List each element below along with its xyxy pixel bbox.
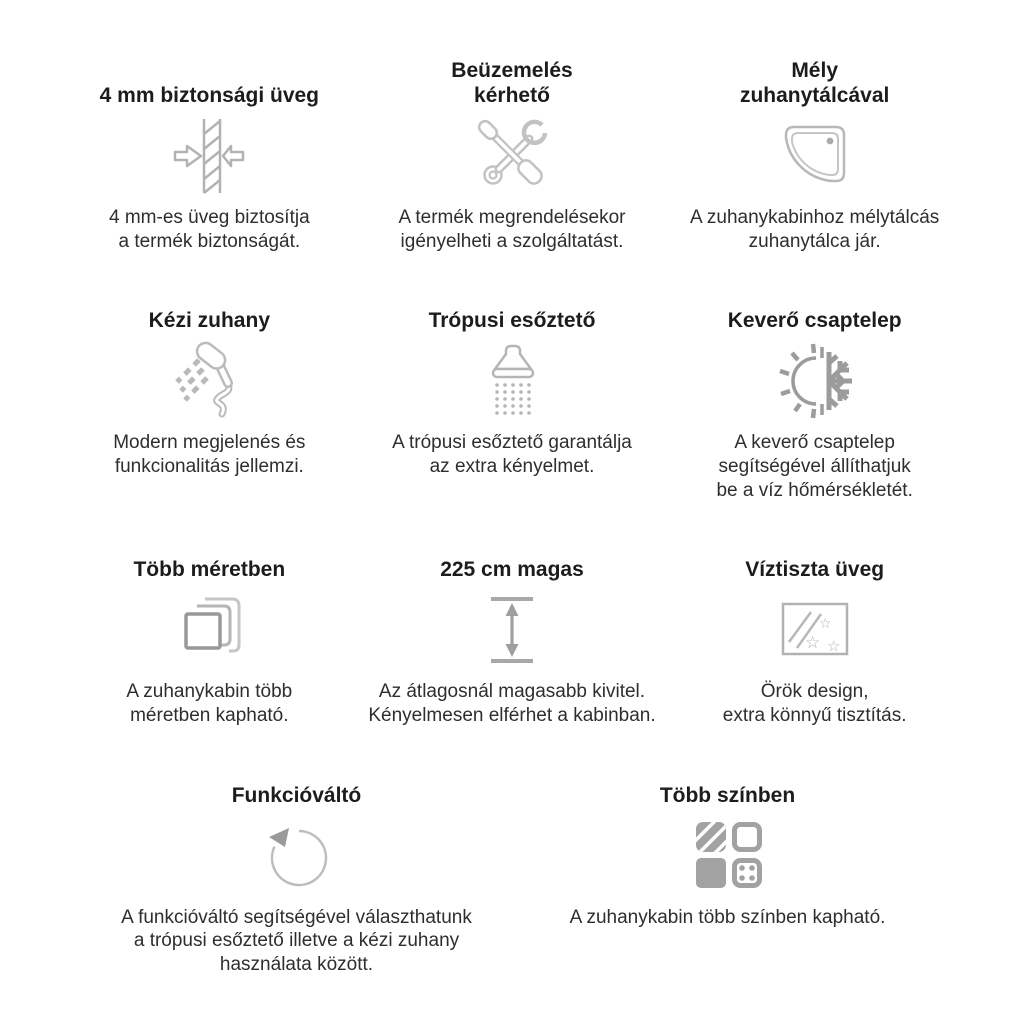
feature-card-hand-shower — [60, 309, 359, 502]
description-line: használata között. — [219, 954, 374, 975]
feature-description — [723, 680, 907, 727]
svg-text:☆: ☆ — [804, 633, 820, 654]
description-line: igényelheti a szolgáltatást. — [400, 230, 624, 252]
description-line: A zuhanykabin több színben kapható. — [569, 906, 886, 928]
description-line: Modern megjelenés és — [113, 432, 306, 454]
title-line: Több színben — [659, 783, 796, 807]
description-line: 4 mm-es üveg biztosítja — [109, 207, 310, 228]
description-line: A zuhanykabin több — [126, 681, 293, 703]
feature-description — [109, 206, 310, 253]
feature-description — [121, 906, 472, 977]
description-line: A keverő csaptelep — [734, 432, 895, 454]
feature-title — [440, 558, 584, 582]
title-line: 4 mm biztonsági üveg — [99, 83, 320, 107]
description-line: A funkcióváltó segítségével választhatunk — [121, 906, 472, 928]
feature-title — [660, 784, 795, 808]
title-line: Több méretben — [133, 558, 286, 582]
title-line: Víztiszta üveg — [745, 558, 885, 582]
hand-shower-icon — [169, 340, 249, 422]
feature-title — [232, 784, 362, 808]
feature-card-deep-tray — [665, 58, 964, 253]
title-line: Trópusi esőztető — [428, 309, 596, 333]
feature-card-rain-shower — [363, 309, 662, 502]
features-grid-bottom — [0, 728, 1024, 977]
title-line: kérhető — [474, 83, 550, 107]
feature-title — [133, 558, 285, 582]
description-line: a termék biztonságát. — [118, 230, 301, 252]
clear-glass-icon — [775, 589, 855, 671]
description-line: Kényelmesen elférhet a kabinban. — [368, 705, 656, 726]
title-line: Mély — [791, 59, 838, 83]
description-line: A termék megrendelésekor — [398, 207, 626, 228]
title-line: 225 cm magas — [440, 558, 584, 582]
function-switch-icon — [257, 815, 337, 897]
description-line: zuhanytálca jár. — [748, 230, 881, 252]
feature-title — [740, 58, 889, 108]
svg-text:☆: ☆ — [818, 616, 832, 633]
feature-card-function-switch — [86, 784, 507, 977]
description-line: A trópusi esőztető garantálja — [392, 432, 632, 454]
feature-card-clear-glass — [665, 558, 964, 727]
description-line: funkcionalitás jellemzi. — [114, 456, 304, 477]
feature-description — [113, 431, 305, 478]
description-line: extra könnyű tisztítás. — [722, 705, 907, 726]
feature-title — [149, 309, 270, 333]
description-line: Örök design, — [760, 681, 869, 703]
feature-card-glass-thickness — [60, 58, 359, 253]
description-line: segítségével állíthatjuk — [718, 456, 911, 477]
description-line: be a víz hőmérsékletét. — [716, 479, 913, 501]
description-line: Az átlagosnál magasabb kivitel. — [378, 681, 646, 703]
description-line: a trópusi esőztető illetve a kézi zuhany — [133, 930, 460, 952]
feature-description — [690, 206, 939, 253]
feature-card-installation — [363, 58, 662, 253]
title-line: zuhanytálcával — [739, 83, 890, 107]
feature-description — [368, 680, 655, 727]
mixer-tap-icon — [775, 340, 855, 422]
feature-description — [126, 680, 292, 727]
description-line: az extra kényelmet. — [429, 456, 595, 477]
multiple-sizes-icon — [169, 589, 249, 671]
title-line: Beüzemelés — [451, 59, 573, 83]
feature-title — [429, 309, 596, 333]
feature-description — [570, 906, 886, 930]
feature-card-multiple-colors — [517, 784, 938, 977]
title-line: Kézi zuhany — [148, 309, 270, 333]
description-line: méretben kapható. — [130, 705, 289, 726]
feature-title — [100, 58, 319, 108]
feature-card-mixer-tap — [665, 309, 964, 502]
feature-title — [451, 58, 572, 108]
tools-icon — [472, 115, 552, 197]
height-arrow-icon — [472, 589, 552, 671]
feature-card-multiple-sizes — [60, 558, 359, 727]
title-line: Funkcióváltó — [231, 783, 362, 807]
multiple-colors-icon — [688, 815, 768, 897]
feature-description — [398, 206, 625, 253]
glass-thickness-icon — [169, 115, 249, 197]
feature-title — [728, 309, 902, 333]
feature-description — [392, 431, 632, 478]
feature-card-height — [363, 558, 662, 727]
svg-text:☆: ☆ — [826, 637, 841, 656]
rain-shower-icon — [472, 340, 552, 422]
description-line: A zuhanykabinhoz mélytálcás — [690, 207, 940, 228]
feature-description — [716, 431, 912, 502]
feature-title — [745, 558, 884, 582]
title-line: Keverő csaptelep — [727, 309, 902, 333]
shower-tray-icon — [775, 115, 855, 197]
